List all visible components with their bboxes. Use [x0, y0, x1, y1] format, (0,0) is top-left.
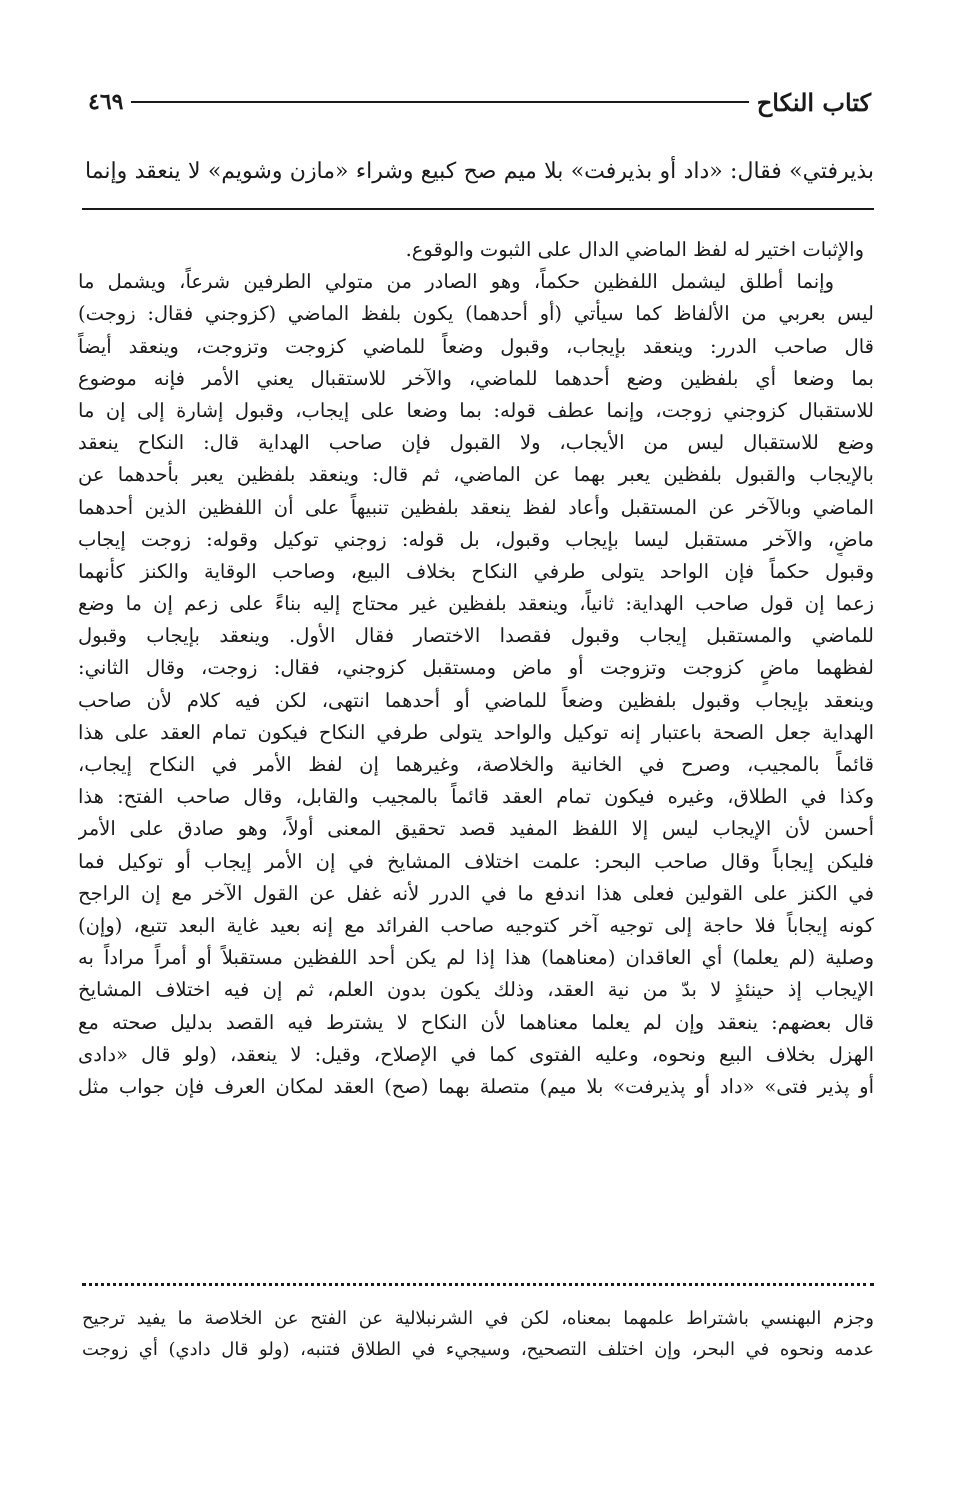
commentary-line: الماضي وبالآخر عن المستقبل وأعاد لفظ ينعقد بلفظين تنبيهاً على أن اللفظين الذين أحدهما: [78, 495, 874, 519]
commentary-line: للاستقبال كزوجني زوجت، وإنما عطف قوله: بما وضعا على إيجاب، وقبول إشارة إلى إن ما: [78, 398, 874, 422]
commentary-line: وضع للاستقبال ليس من الأيجاب، ولا القبول فإن صاحب الهداية قال: النكاح ينعقد: [78, 431, 874, 455]
commentary-line: الهداية جعل الصحة باعتبار إنه توكيل والواحد يتولى طرفي النكاح فيكون تمام العقد على هذا: [78, 720, 874, 744]
commentary-line: لفظهما ماضٍ كزوجت وتزوجت أو ماض ومستقبل كزوجني، فقال: زوجت، وقال الثاني:: [78, 656, 874, 680]
commentary-block: [78, 234, 874, 1103]
commentary-line: بالإيجاب والقبول بلفظين يعبر بهما عن الماضي، ثم قال: وينعقد بلفظين يعبر بأحدهما عن: [78, 463, 874, 487]
commentary-line: أحسن لأن الإيجاب ليس إلا اللفظ المفيد قصد تحقيق المعنى أولاً، وهو صادق على الأمر: [78, 817, 874, 841]
chapter-title: كتاب النكاح: [756, 87, 871, 117]
commentary-line: زعما إن قول صاحب الهداية: ثانياً، وينعقد بلفظين غير محتاج إليه بناءً على زعم إن ما وضع: [78, 592, 874, 616]
commentary-line: وقبول حكماً فإن الواحد يتولى طرفي النكاح بخلاف البيع، وصاحب الوقاية والكنز كأنهما: [78, 559, 874, 583]
main-text-divider: [82, 208, 874, 210]
commentary-line: وكذا في الطلاق، وغيره فيكون تمام العقد قائماً بالمجيب والقابل، وقال صاحب الفتح: هذا: [78, 785, 874, 809]
footnote-separator: [82, 1283, 874, 1286]
commentary-line: ماضٍ، والآخر مستقبل ليسا بإيجاب وقبول، بل قوله: زوجني توكيل وقوله: زوجت إيجاب: [78, 527, 874, 551]
commentary-line: فليكن إيجاباً وقال صاحب البحر: علمت اختلاف المشايخ في إن الأمر إيجاب أو توكيل فما: [78, 849, 874, 873]
commentary-line: قائماً بالمجيب، وصرح في الخانية والخلاصة، وغيرهما إن لفظ الأمر في النكاح إيجاب،: [78, 753, 874, 776]
commentary-line: للماضي والمستقبل إيجاب وقبول فقصدا الاختصار فقال الأول. وينعقد بإيجاب وقبول: [78, 624, 874, 648]
commentary-line: ليس بعربي من الألفاظ كما سيأتي (أو أحدهما) يكون بلفظ الماضي (كزوجني فقال: زوجت): [78, 302, 874, 326]
commentary-line: وإنما أطلق ليشمل اللفظين حكماً، وهو الصادر من متولي الطرفين شرعاً، ويشمل ما: [78, 270, 834, 294]
commentary-line: في الكنز على القولين فعلى هذا اندفع ما في الدرر لأنه غفل عن القول الآخر مع إن الراجح: [78, 881, 874, 905]
main-text-line: بذيرفتي» فقال: «داد أو بذيرفت» بلا ميم صح كبيع وشراء «مازن وشويم» لا ينعقد وإنما: [85, 159, 874, 184]
commentary-line: أو پذير فتى» «داد أو پذيرفت» بلا ميم) متصلة بهما (صح) العقد لمكان العرف فإن جواب مثل: [78, 1074, 874, 1098]
page-number: ٤٦٩: [88, 89, 124, 115]
running-header: [88, 80, 871, 124]
commentary-line: قال صاحب الدرر: وينعقد بإيجاب، وقبول وضعاً للماضي كزوجت وتزوجت، وينعقد أيضاً: [78, 334, 874, 358]
commentary-line: قال بعضهم: ينعقد وإن لم يعلما معناهما لأن النكاح لا يشترط فيه القصد بدليل صحته مع: [78, 1010, 874, 1034]
commentary-line: وصلية (لم يعلما) أي العاقدان (معناهما) هذا إذا لم يكن أحد اللفظين مستقبلاً أو أمراً مراداً به: [78, 946, 874, 970]
commentary-line: وينعقد بإيجاب وقبول بلفظين وضعاً للماضي أو أحدهما انتهى، لكن فيه كلام لأن صاحب: [78, 688, 874, 712]
header-rule: [131, 101, 748, 103]
commentary-line: والإثبات اختير له لفظ الماضي الدال على الثبوت والوقوع.: [405, 238, 864, 261]
footnotes-block: [82, 1303, 874, 1365]
footnote-line: عدمه ونحوه في البحر، وإن اختلف التصحيح، وسيجيء في الطلاق فتنبه، (ولو قال دادي) أي زوجت: [82, 1339, 874, 1360]
commentary-line: الهزل بخلاف البيع ونحوه، وعليه الفتوى كما في الإصلاح، وقيل: لا ينعقد، (ولو قال «دادى: [78, 1042, 874, 1066]
commentary-line: الإيجاب إذ حينئذٍ لا بدّ من نية العقد، وذلك يكون بدون العلم، ثم إن فيه اختلاف المشايخ: [78, 978, 874, 1002]
footnote-line: وجزم البهنسي باشتراط علمهما بمعناه، لكن في الشرنبلالية عن الفتح عن الخلاصة ما يفيد ترجيح: [82, 1308, 874, 1329]
commentary-line: بما وضعا أي بلفظين وضع أحدهما للماضي، والآخر للاستقبال يعني الأمر فإنه موضوع: [78, 366, 874, 390]
commentary-line: كونه إيجاباً فلا حاجة إلى توجيه آخر كتوجيه صاحب الفرائد مع إنه بعيد غاية البعد تتبع، (وإن): [78, 913, 874, 937]
